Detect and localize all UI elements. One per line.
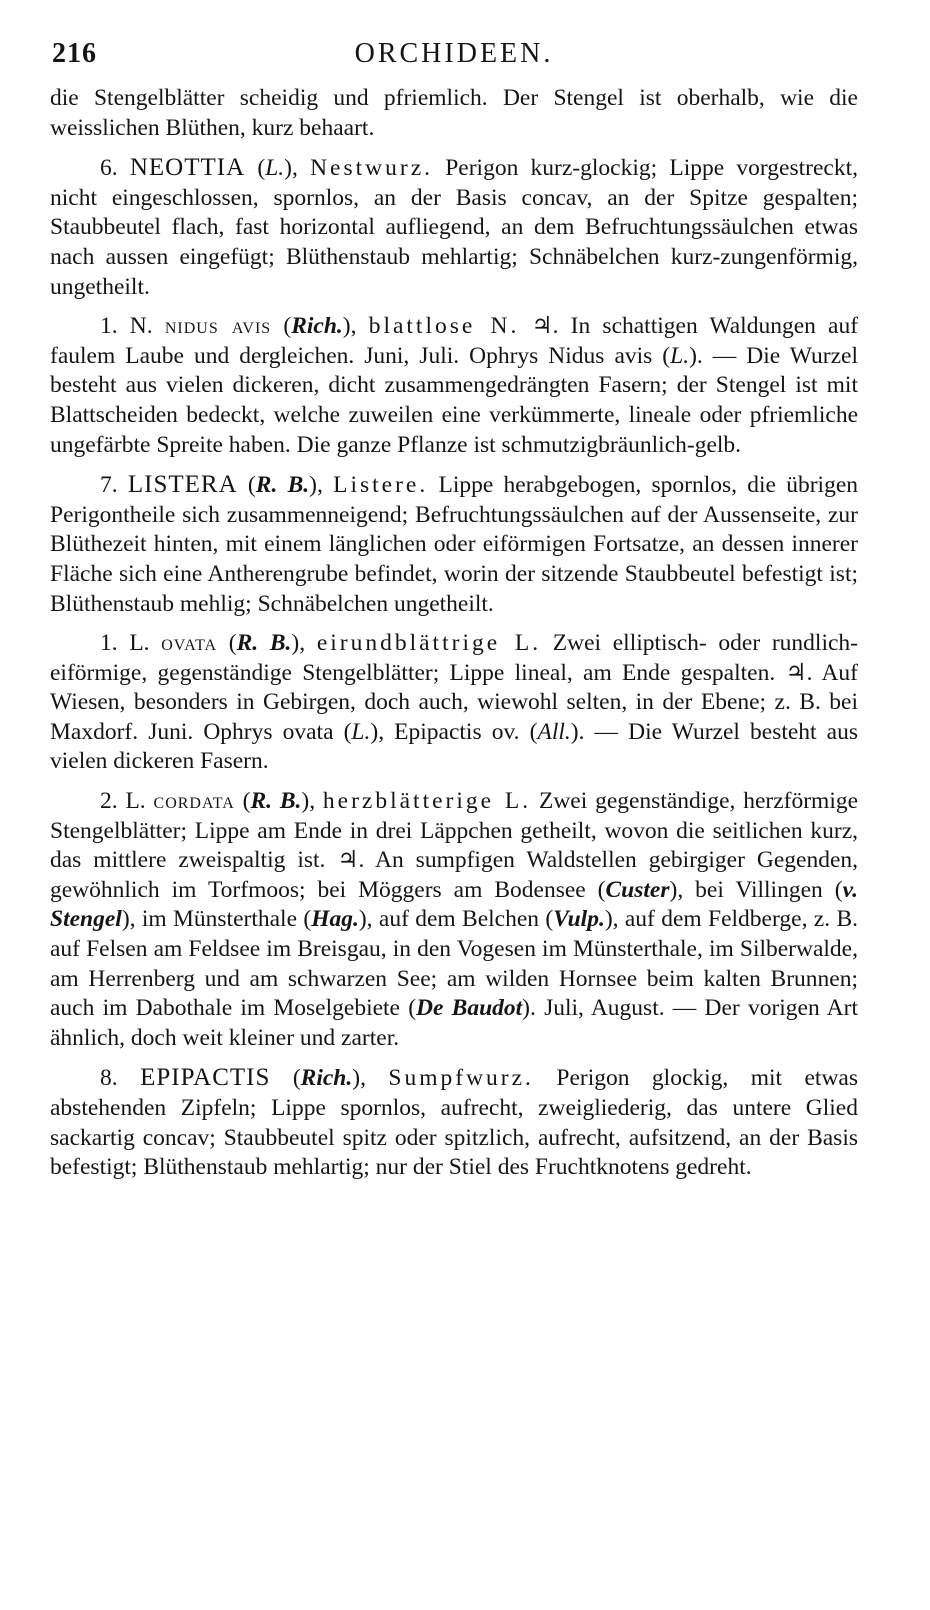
book-page: [50, 38, 858, 1183]
common-name: blattlose N.: [368, 313, 520, 340]
genus-description: Perigon glockig, mit etwas abstehenden Zipfeln; Lippe spornlos, aufrecht, zweigliederig, das untere Glied sackartig concav; Staubbeutel spitz oder spitzlich, aufrecht, aufsitzend, an der Basis befestigt; Blüthenstaub mehlartig; nur der Stiel des Fruchtknotens gedreht.: [50, 1065, 858, 1181]
species-authority: R. B.: [236, 630, 292, 657]
species-number: 2. L.: [100, 788, 146, 815]
species-ovata: 1. L. ovata (R. B.), eirundblättrige L. Zwei elliptisch- oder rundlich-eiförmige, gegenständige Stengelblätter; Lippe lineal, am Ende gespalten. ♃. Auf Wiesen, besonders in Gebirgen, doch auch, wiewohl selten, in der Ebene; z. B. bei Maxdorf. Juni. Ophrys ovata (L.), Epipactis ov. (All.). — Die Wurzel besteht aus vielen dickeren Fasern.: [50, 630, 859, 775]
species-description: ), Epipactis ov. (: [370, 718, 538, 745]
genus-number: 7.: [100, 472, 118, 499]
common-name: Sumpfwurz.: [388, 1065, 534, 1092]
species-description: An sumpfigen Waldstellen gebirgiger Gegenden, gewöhnlich im Torfmoos; bei Möggers am Bodensee (: [50, 847, 858, 903]
common-name: eirundblättrige L.: [316, 630, 542, 657]
species-description: ). — Die Wurzel besteht aus vielen dickeren, dicht zusammengedrängten Fasern; der Stengel ist mit Blattscheiden bedeckt, welche zuweilen eine verkümmerte, lineale oder pfriemliche ungefärbte Spreite haben. Die ganze Pflanze ist schmutzigbräunlich-gelb.: [50, 342, 858, 458]
perennial-symbol: ♃: [337, 847, 359, 874]
genus-description: Perigon kurz-glockig; Lippe vorgestreckt, nicht eingeschlossen, spornlos, an der Basis concav, an der Spitze gespalten; Staubbeutel flach, fast horizontal aufliegend, an dem Befruchtungssäulchen etwas nach aussen eingefügt; Blüthenstaub mehlartig; Schnäbelchen kurz-zungenförmig, ungetheilt.: [50, 155, 858, 300]
genus-description: Lippe herabgebogen, spornlos, die übrigen Perigontheile sich zusammenneigend; Befruchtungssäulchen auf der Aussenseite, zur Blüthezeit hinten, mit einem länglichen oder eiförmigen Fortsatze, an dessen innerer Fläche sich eine Antherengrube befindet, worin der sitzende Staubbeutel befestigt ist; Blüthenstaub mehlig; Schnäbelchen ungetheilt.: [50, 472, 859, 617]
running-title: ORCHIDEEN.: [354, 38, 554, 69]
collector-name: Hag.: [311, 906, 359, 933]
page-number: 216: [52, 38, 97, 69]
species-nidus-avis: 1. N. nidus avis (Rich.), blattlose N. ♃. In schattigen Waldungen auf faulem Laube und dergleichen. Juni, Juli. Ophrys Nidus avis (L.). — Die Wurzel besteht aus vielen dickeren, dicht zusammengedrängten Fasern; der Stengel ist mit Blattscheiden bedeckt, welche zuweilen eine verkümmerte, lineale oder pfriemliche ungefärbte Spreite haben. Die ganze Pflanze ist schmutzigbräunlich-gelb.: [50, 313, 859, 458]
genus-number: 8.: [100, 1065, 118, 1092]
species-description: ), auf dem Feldberge, z. B. auf Felsen am Feldsee im Breisgau, in den Vogesen im Münsterthale, im Silberwalde, am Herrenberg und am schwarzen See; am wilden Hornsee beim kalten Brunnen; auch im Dabothale im Moselgebiete (: [50, 906, 858, 1022]
common-name: Nestwurz.: [310, 155, 434, 182]
species-description: In schattigen Waldungen auf faulem Laube und dergleichen. Juni, Juli. Ophrys Nidus avis (: [50, 313, 859, 369]
perennial-symbol: ♃: [531, 313, 553, 340]
synonym-authority: All.: [537, 718, 571, 745]
species-name: nidus avis: [164, 313, 272, 340]
continuation-paragraph: [50, 84, 858, 143]
perennial-symbol: ♃: [785, 659, 807, 686]
genus-number: 6.: [100, 155, 118, 182]
genus-listera: 7. LISTERA (R. B.), Listere. Lippe herabgebogen, spornlos, die übrigen Perigontheile sich zusammenneigend; Befruchtungssäulchen auf der Aussenseite, zur Blüthezeit hinten, mit einem länglichen oder eiförmigen Fortsatze, an dessen innerer Fläche sich eine Antherengrube befindet, worin der sitzende Staubbeutel befestigt ist; Blüthenstaub mehlig; Schnäbelchen ungetheilt.: [50, 471, 859, 617]
species-description: ), bei Villingen (: [669, 876, 843, 903]
collector-name: De Baudot: [416, 995, 523, 1022]
species-description: Auf Wiesen, besonders in Gebirgen, doch auch, wiewohl selten, in der Ebene; z. B. bei Maxdorf. Juni. Ophrys ovata (: [50, 659, 858, 745]
genus-neottia: 6. NEOTTIA (L.), Nestwurz. Perigon kurz-glockig; Lippe vorgestreckt, nicht eingeschlossen, spornlos, an der Basis concav, an der Spitze gespalten; Staubbeutel flach, fast horizontal aufliegend, an dem Befruchtungssäulchen etwas nach aussen eingefügt; Blüthenstaub mehlartig; Schnäbelchen kurz-zungenförmig, ungetheilt.: [50, 154, 858, 300]
paragraph-text: die Stengelblätter scheidig und pfriemlich. Der Stengel ist oberhalb, wie die weisslichen Blüthen, kurz behaart.: [50, 85, 858, 141]
collector-name: Vulp.: [553, 906, 605, 933]
species-description: ), im Münsterthale (: [121, 906, 312, 933]
common-name: Listere.: [333, 472, 429, 499]
species-cordata: 2. L. cordata (R. B.), herzblätterige L. Zwei gegenständige, herzförmige Stengelblätter; Lippe am Ende in drei Läppchen getheilt, wovon die seitlichen kurz, das mittlere zweispaltig ist. ♃. An sumpfigen Waldstellen gebirgiger Gegenden, gewöhnlich im Torfmoos; bei Möggers am Bodensee (Custer), bei Villingen (v. Stengel), im Münsterthale (Hag.), auf dem Belchen (Vulp.), auf dem Feldberge, z. B. auf Felsen am Feldsee im Breisgau, in den Vogesen im Münsterthale, im Silberwalde, am Herrenberg und am schwarzen See; am wilden Hornsee beim kalten Brunnen; auch im Dabothale im Moselgebiete (De Baudot). Juli, August. — Der vorigen Art ähnlich, doch weit kleiner und zarter.: [50, 788, 859, 1051]
species-description: ), auf dem Belchen (: [358, 906, 554, 933]
common-name: herzblätterige L.: [322, 788, 532, 815]
species-number: 1. L.: [100, 630, 150, 657]
species-description: Zwei gegenständige, herzförmige Stengelblätter; Lippe am Ende in drei Läppchen getheilt, wovon die seitlichen kurz, das mittlere zweispaltig ist.: [50, 788, 859, 874]
genus-name: NEOTTIA: [129, 154, 246, 182]
species-authority: R. B.: [250, 788, 302, 815]
genus-authority: L.: [265, 155, 285, 182]
page-header: [50, 38, 858, 84]
genus-epipactis: 8. EPIPACTIS (Rich.), Sumpfwurz. Perigon glockig, mit etwas abstehenden Zipfeln; Lippe spornlos, aufrecht, zweigliederig, das untere Glied sackartig concav; Staubbeutel spitz oder spitzlich, aufrecht, aufsitzend, an der Basis befestigt; Blüthenstaub mehlartig; nur der Stiel des Fruchtknotens gedreht.: [50, 1064, 858, 1181]
genus-authority: Rich.: [300, 1065, 353, 1092]
genus-name: EPIPACTIS: [140, 1064, 271, 1092]
collector-name: Custer: [605, 876, 670, 903]
species-number: 1. N.: [100, 313, 153, 340]
synonym-authority: L.: [351, 718, 371, 745]
genus-name: LISTERA: [127, 471, 238, 499]
species-name: cordata: [153, 788, 235, 815]
species-name: ovata: [161, 630, 218, 657]
species-description: ). Juli, August. — Der vorigen Art ähnlich, doch weit kleiner und zarter.: [50, 995, 858, 1051]
genus-authority: R. B.: [255, 472, 310, 499]
species-authority: Rich.: [291, 313, 343, 340]
species-description: ). — Die Wurzel besteht aus vielen dickeren Fasern.: [50, 718, 859, 775]
species-description: Zwei elliptisch- oder rundlich-eiförmige, gegenständige Stengelblätter; Lippe lineal, am Ende gespalten.: [50, 630, 858, 686]
collector-name: v. Stengel: [50, 876, 858, 933]
synonym-authority: L.: [670, 342, 690, 369]
